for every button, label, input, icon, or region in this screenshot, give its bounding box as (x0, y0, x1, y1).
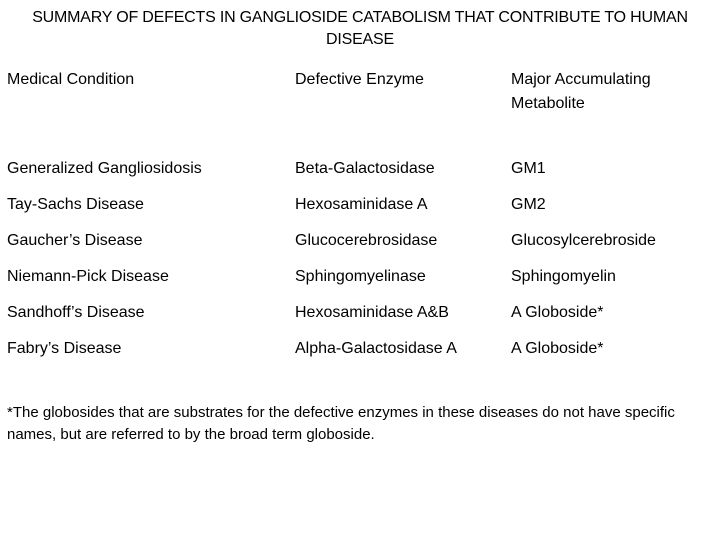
footnote: *The globosides that are substrates for the defective enzymes in these diseases do not have specific names, but are referred to by the broad term globoside. (7, 404, 675, 443)
cell-enzyme: Alpha-Galactosidase A (295, 340, 457, 357)
cell-metabolite: GM1 (511, 160, 546, 177)
cell-condition: Fabry’s Disease (7, 340, 122, 357)
table-row (7, 328, 711, 364)
cell-enzyme: Beta-Galactosidase (295, 160, 435, 177)
header-defective-enzyme: Defective Enzyme (295, 71, 424, 88)
table-row (7, 184, 711, 220)
cell-condition: Generalized Gangliosidosis (7, 160, 202, 177)
table-header-row (7, 68, 711, 148)
header-accumulating-metabolite: Major Accumulating Metabolite (511, 71, 651, 112)
table-row (7, 256, 711, 292)
cell-condition: Niemann-Pick Disease (7, 268, 169, 285)
cell-metabolite: A Globoside* (511, 340, 604, 357)
cell-metabolite: Sphingomyelin (511, 268, 616, 285)
cell-condition: Gaucher’s Disease (7, 232, 143, 249)
table-row (7, 220, 711, 256)
cell-enzyme: Hexosaminidase A&B (295, 304, 449, 321)
table-row (7, 148, 711, 184)
header-medical-condition: Medical Condition (7, 71, 135, 88)
cell-condition: Tay-Sachs Disease (7, 196, 144, 213)
defects-table (7, 68, 711, 364)
cell-metabolite: GM2 (511, 196, 546, 213)
cell-condition: Sandhoff’s Disease (7, 304, 145, 321)
cell-enzyme: Glucocerebrosidase (295, 232, 438, 249)
slide-title: SUMMARY OF DEFECTS IN GANGLIOSIDE CATABOLISM THAT CONTRIBUTE TO HUMAN DISEASE (32, 9, 688, 48)
cell-enzyme: Hexosaminidase A (295, 196, 428, 213)
cell-metabolite: A Globoside* (511, 304, 604, 321)
table-row (7, 292, 711, 328)
cell-metabolite: Glucosylcerebroside (511, 232, 656, 249)
cell-enzyme: Sphingomyelinase (295, 268, 426, 285)
